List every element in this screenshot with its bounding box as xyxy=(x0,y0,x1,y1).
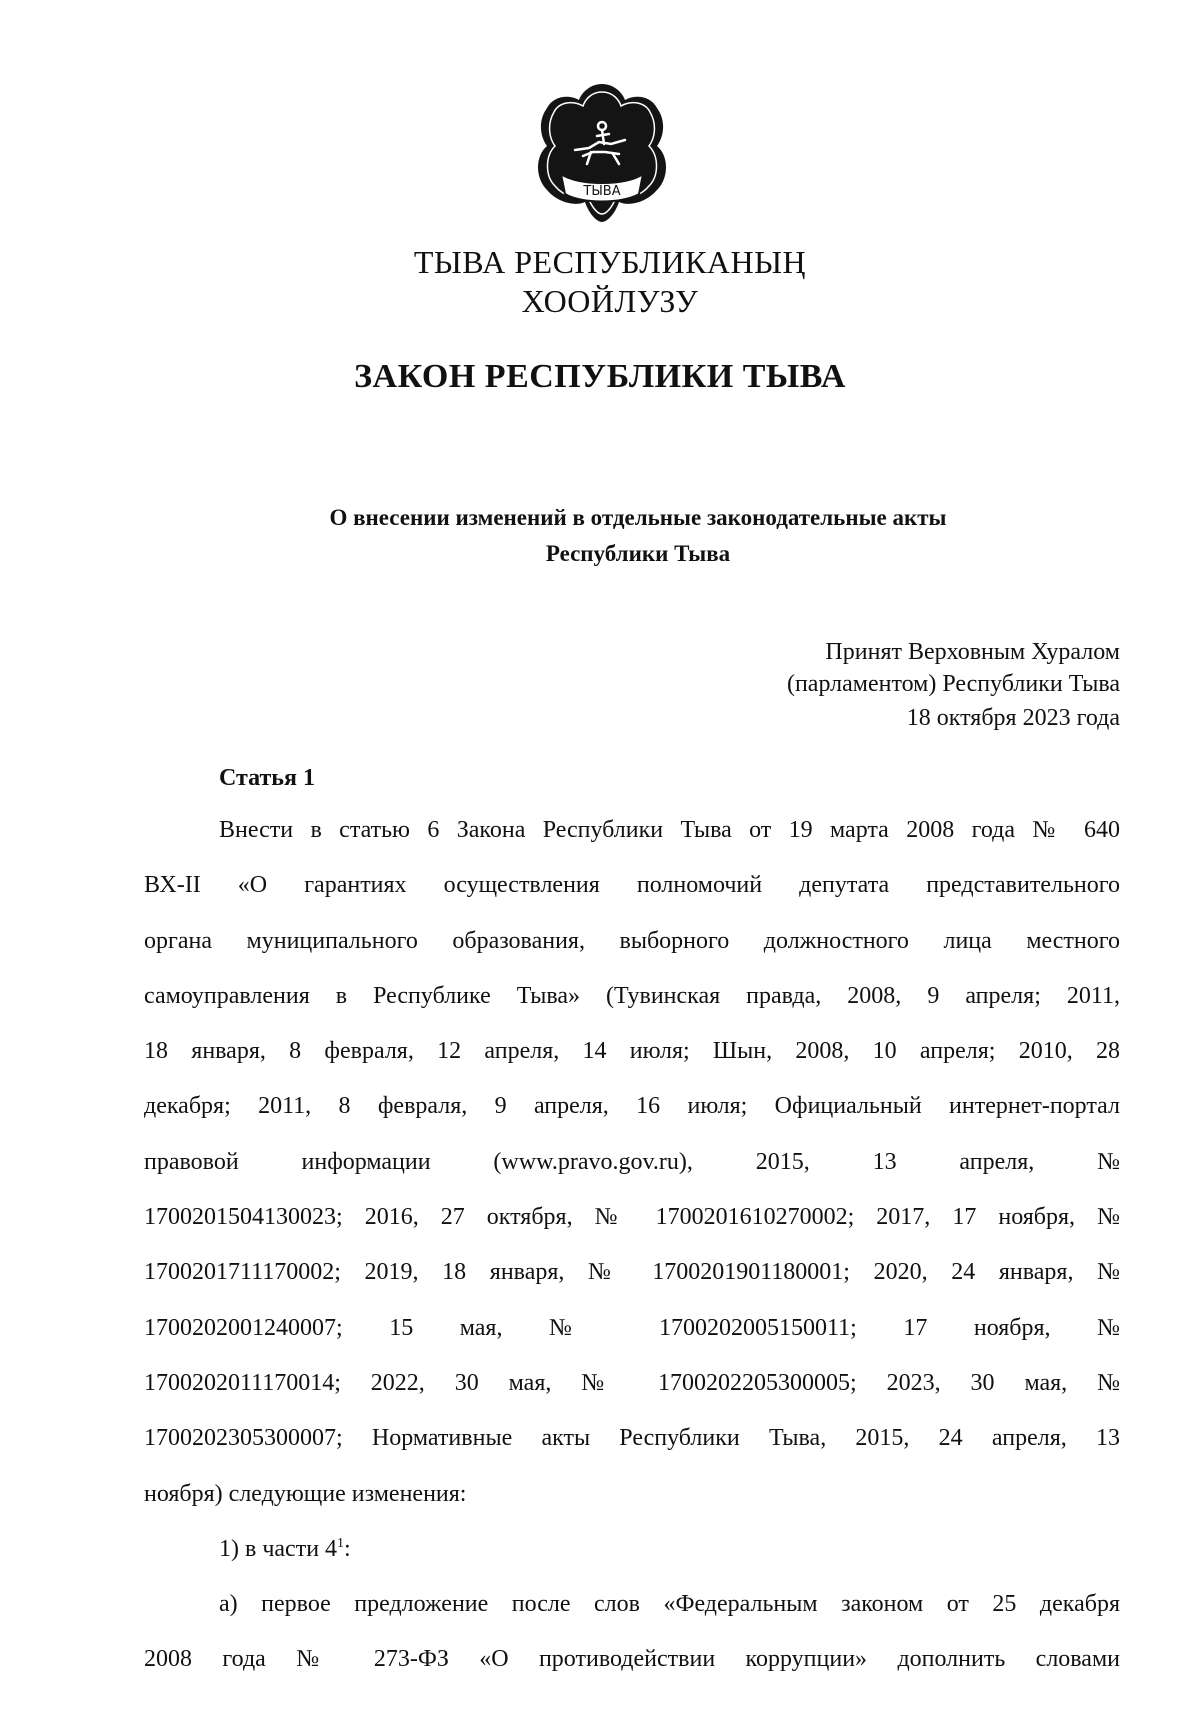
adoption-date: 18 октября 2023 года xyxy=(906,705,1120,731)
text-line: 1700202001240007; 15 мая, № 1700202005150011; 17 ноября, № xyxy=(144,1314,1120,1341)
text-line: самоуправления в Республике Тыва» (Тувинская правда, 2008, 9 апреля; 2011, xyxy=(144,982,1120,1009)
text-line: ноября) следующие изменения: xyxy=(144,1480,467,1507)
russian-title: ЗАКОН РЕСПУБЛИКИ ТЫВА xyxy=(354,358,846,395)
text-line: Внести в статью 6 Закона Республики Тыва от 19 марта 2008 года № 640 xyxy=(219,817,1120,843)
text-line: 1700202011170014; 2022, 30 мая, № 1700202205300005; 2023, 30 мая, № xyxy=(144,1369,1120,1396)
emblem-ribbon-text: ТЫВА xyxy=(583,184,621,199)
text-line: 18 января, 8 февраля, 12 апреля, 14 июля; Шын, 2008, 10 апреля; 2010, 28 xyxy=(144,1038,1120,1065)
text-line: 2008 года № 273-ФЗ «О противодействии коррупции» дополнить словами xyxy=(144,1646,1120,1673)
adoption-line1: Принят Верховным Хуралом xyxy=(825,639,1120,665)
law-subject-line1: О внесении изменений в отдельные законодательные акты xyxy=(329,505,947,530)
adoption-line2: (парламентом) Республики Тыва xyxy=(786,671,1120,697)
text-line: органа муниципального образования, выборного должностного лица местного xyxy=(144,927,1120,954)
list-item xyxy=(144,1522,1120,1577)
article-subparagraph xyxy=(144,1577,1120,1688)
item-suffix: : xyxy=(344,1535,351,1562)
tuva-coat-of-arms-icon xyxy=(527,78,677,228)
text-line: 1700201504130023; 2016, 27 октября, № 1700201610270002; 2017, 17 ноября, № xyxy=(144,1204,1120,1231)
text-line: 1700201711170002; 2019, 18 января, № 1700201901180001; 2020, 24 января, № xyxy=(144,1259,1120,1286)
article-body xyxy=(144,803,1120,1688)
article-heading: Статья 1 xyxy=(219,765,315,791)
item-superscript: 1 xyxy=(337,1535,345,1551)
text-line: правовой информации (www.pravo.gov.ru), 2015, 13 апреля, № xyxy=(144,1148,1120,1175)
item-prefix: 1) в части 4 xyxy=(219,1535,338,1562)
text-line: 1700202305300007; Нормативные акты Республики Тыва, 2015, 24 апреля, 13 xyxy=(144,1425,1120,1452)
text-line: а) первое предложение после слов «Федеральным законом от 25 декабря xyxy=(219,1591,1120,1618)
article-paragraph xyxy=(144,803,1120,1522)
tuvan-title-line1: ТЫВА РЕСПУБЛИКАНЫҢ xyxy=(413,244,807,280)
tuvan-title-line2: ХООЙЛУЗУ xyxy=(521,283,699,319)
text-line: ВХ-II «О гарантиях осуществления полномочий депутата представительного xyxy=(144,872,1120,899)
text-line: декабря; 2011, 8 февраля, 9 апреля, 16 июля; Официальный интернет-портал xyxy=(144,1093,1120,1120)
law-subject-line2: Республики Тыва xyxy=(545,541,731,566)
